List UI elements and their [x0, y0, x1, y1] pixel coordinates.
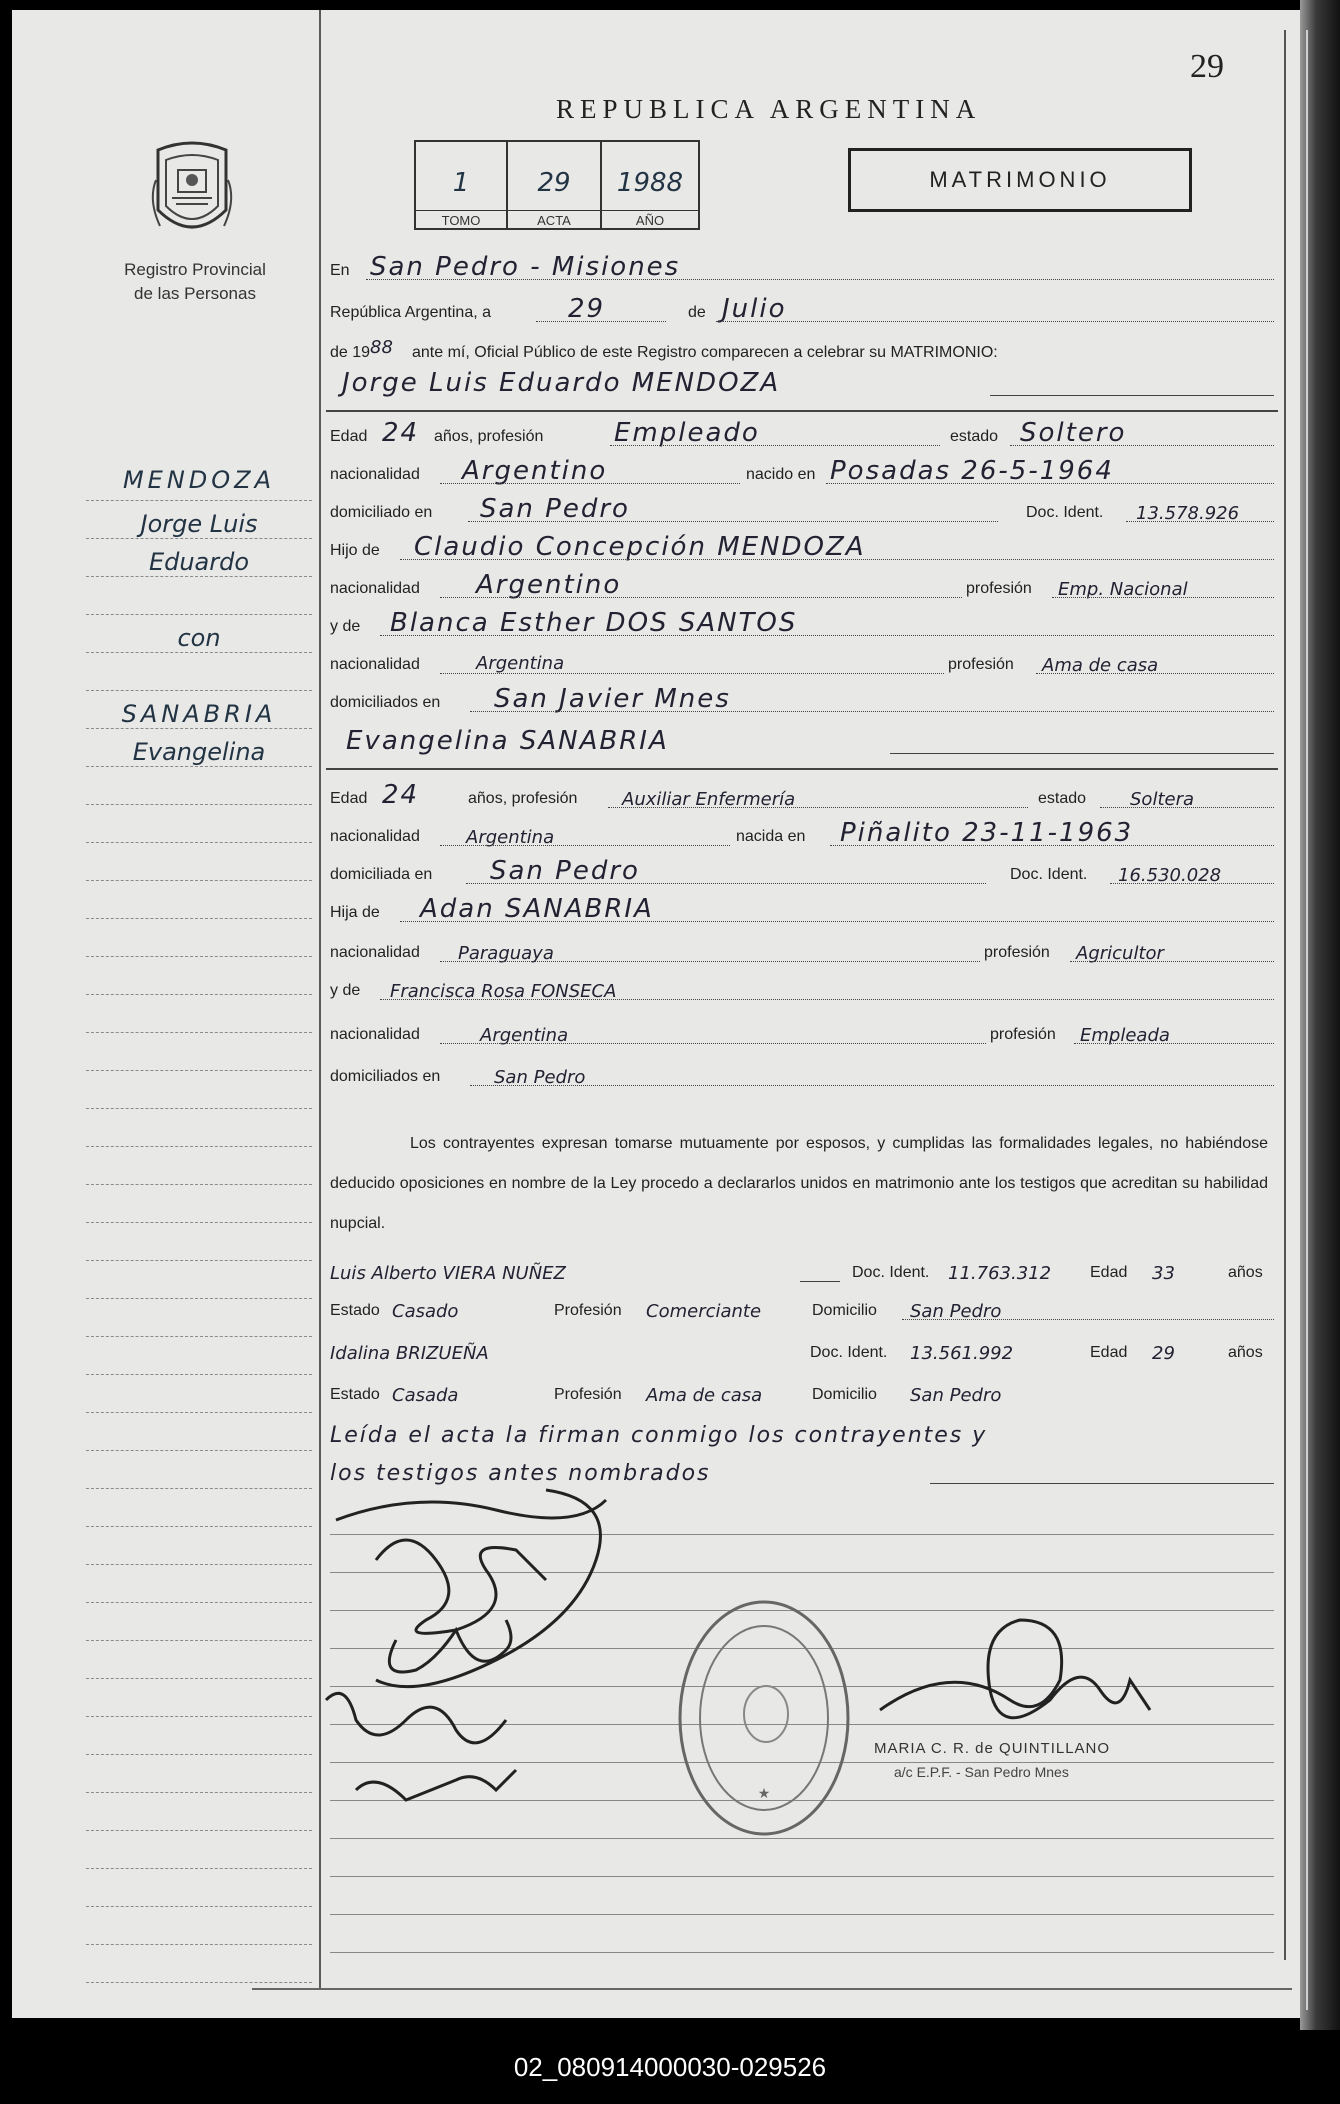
margin-rule-line [86, 576, 312, 577]
bride-mother-profession: Empleada [1080, 1025, 1170, 1046]
prof-label-2: profesión [948, 656, 1014, 673]
margin-rule-line [86, 1374, 312, 1375]
witness-1-details [330, 1288, 1274, 1324]
margin-rule-line [86, 918, 312, 919]
provincial-seal-icon [148, 140, 236, 248]
groom-parents-address: San Javier Mnes [494, 684, 731, 714]
groom-separator [326, 410, 1278, 412]
margin-rule-line [86, 842, 312, 843]
margin-rule-line [86, 1906, 312, 1907]
official-name: MARIA C. R. de QUINTILLANO [874, 1740, 1111, 1757]
groom-doc: 13.578.926 [1136, 503, 1240, 524]
bride-mother-nat-row [330, 1012, 1274, 1048]
signature-rule-line [330, 1838, 1274, 1839]
nac-label-3: nacionalidad [330, 656, 420, 673]
bride-address: San Pedro [490, 856, 640, 886]
bride-dom-row [330, 852, 1274, 888]
margin-rule-line [86, 1564, 312, 1565]
witness-1-age: 33 [1152, 1263, 1175, 1284]
bride-age-row [330, 776, 1274, 812]
margin-rule-line [86, 994, 312, 995]
groom-signature [316, 1480, 646, 1820]
groom-mother: Blanca Esther DOS SANTOS [390, 608, 798, 638]
bride-name-row [330, 722, 1274, 758]
groom-mother-nationality: Argentina [476, 653, 565, 674]
witness-2-anos-label: años [1228, 1344, 1263, 1361]
margin-rule-line [86, 1716, 312, 1717]
margin-rule-line [86, 1222, 312, 1223]
binding-shadow [1300, 0, 1340, 2030]
nac-label-2: nacionalidad [330, 580, 420, 597]
tomo-value: 1 [452, 168, 470, 198]
nac-label-6: nacionalidad [330, 1026, 420, 1043]
de-label: de [688, 304, 706, 321]
prof-label-4: profesión [990, 1026, 1056, 1043]
bride-mother: Francisca Rosa FONSECA [390, 981, 617, 1002]
margin-given-2: Eduardo [148, 548, 250, 576]
bride-father-row [330, 890, 1274, 926]
acta-cell [508, 142, 602, 230]
margin-rule-line [86, 538, 312, 539]
doc-label-2: Doc. Ident. [1010, 866, 1088, 883]
doms-label: domiciliados en [330, 694, 441, 711]
acta-label: ACTA [508, 210, 600, 228]
witness-2-domicilio-label: Domicilio [812, 1386, 877, 1403]
groom-mother-row [330, 604, 1274, 640]
compare-text: ante mí, Oficial Público de este Registro comparecen a celebrar su MATRIMONIO: [412, 344, 998, 361]
margin-rule-line [86, 766, 312, 767]
margin-rule-line [86, 1602, 312, 1603]
margin-rule-line [86, 1830, 312, 1831]
domiciliada-label: domiciliada en [330, 866, 433, 883]
margin-rule-line [86, 1412, 312, 1413]
margin-given-3: Evangelina [132, 738, 266, 766]
closing-row-1 [330, 1414, 1274, 1450]
month-value: Julio [722, 294, 787, 324]
witness-2-age-label: Edad [1090, 1344, 1128, 1361]
tomo-cell [416, 142, 508, 230]
witness-1-name: Luis Alberto VIERA NUÑEZ [330, 1263, 566, 1284]
bride-nationality: Argentina [466, 827, 555, 848]
signature-rule-line [330, 1914, 1274, 1915]
groom-name: Jorge Luis Eduardo MENDOZA [342, 368, 781, 398]
footer-id: 02_080914000030-029526 [513, 2052, 827, 2082]
groom-mother-profession: Ama de casa [1042, 655, 1159, 676]
witness-1-doc-label: Doc. Ident. [852, 1264, 930, 1281]
witness-2-profesion-label: Profesión [554, 1386, 622, 1403]
estado-label-2: estado [1038, 790, 1087, 807]
nacida-label: nacida en [736, 828, 806, 845]
margin-rule-line [86, 614, 312, 615]
groom-profession: Empleado [614, 418, 760, 448]
margin-rule-line [86, 1070, 312, 1071]
nacido-label: nacido en [746, 466, 816, 483]
anio-label: AÑO [602, 210, 698, 228]
prof-label: profesión [966, 580, 1032, 597]
margin-con: con [177, 624, 221, 652]
en-label: En [330, 262, 350, 279]
nac-label: nacionalidad [330, 466, 420, 483]
bride-father: Adan SANABRIA [420, 894, 654, 924]
bride-name: Evangelina SANABRIA [346, 726, 669, 756]
year-prefix: de 19 [330, 344, 371, 361]
margin-rule-line [86, 652, 312, 653]
bride-status: Soltera [1130, 789, 1195, 810]
nac-label-4: nacionalidad [330, 828, 420, 845]
bride-father-nat-row [330, 930, 1274, 966]
yde-label: y de [330, 618, 361, 635]
page-title: REPUBLICA ARGENTINA [556, 94, 982, 124]
margin-rule-line [86, 1298, 312, 1299]
margin-rule-line [86, 690, 312, 691]
closing-line-1: Leída el acta la firman conmigo los contrayentes y [330, 1423, 988, 1448]
anio-value: 1988 [616, 168, 684, 198]
witness-1-doc: 11.763.312 [948, 1263, 1052, 1284]
republica-label: República Argentina, a [330, 304, 491, 321]
year-suffix: 88 [370, 337, 393, 358]
witness-1-estado: Casado [392, 1301, 459, 1322]
bride-father-nationality: Paraguaya [458, 943, 554, 964]
margin-rule-line [86, 1792, 312, 1793]
groom-age: 24 [382, 418, 420, 448]
anio-cell [602, 142, 698, 230]
bride-father-profession: Agricultor [1076, 943, 1164, 964]
registry-line-1: Registro Provincial [124, 260, 266, 279]
witness-2-estado: Casada [392, 1385, 459, 1406]
witness-2-domicilio: San Pedro [910, 1385, 1002, 1406]
bride-separator [326, 768, 1278, 770]
closing-line-2: los testigos antes nombrados [330, 1461, 711, 1486]
margin-rule-line [86, 1982, 312, 1983]
witness-1-domicilio: San Pedro [910, 1301, 1002, 1322]
groom-birth: Posadas 26-5-1964 [830, 456, 1114, 486]
margin-rule-line [86, 1754, 312, 1755]
place-row [330, 248, 1274, 284]
witness-1-domicilio-label: Domicilio [812, 1302, 877, 1319]
bride-mother-nationality: Argentina [480, 1025, 569, 1046]
margin-rule-line [86, 1488, 312, 1489]
registry-name [100, 258, 290, 306]
bride-nat-row [330, 814, 1274, 850]
groom-mother-nat-row [330, 642, 1274, 678]
estado-label: estado [950, 428, 999, 445]
witness-2-doc: 13.561.992 [910, 1343, 1014, 1364]
witness-2-row [330, 1330, 1274, 1366]
groom-address: San Pedro [480, 494, 630, 524]
witness-2-doc-label: Doc. Ident. [810, 1344, 888, 1361]
dom-label: domiciliado en [330, 504, 433, 521]
witness-1-anos-label: años [1228, 1264, 1263, 1281]
bride-mother-row [330, 968, 1274, 1004]
doms-label-2: domiciliados en [330, 1068, 441, 1085]
groom-nationality: Argentino [462, 456, 608, 486]
groom-father: Claudio Concepción MENDOZA [414, 532, 866, 562]
groom-father-row [330, 528, 1274, 564]
margin-rule-line [86, 1868, 312, 1869]
place-value: San Pedro - Misiones [370, 252, 681, 282]
margin-rule-line [86, 1184, 312, 1185]
margin-rule-line [86, 1032, 312, 1033]
groom-dom-row [330, 490, 1274, 526]
date-row [330, 290, 1274, 326]
registry-box [414, 140, 700, 230]
margin-rule-line [86, 1260, 312, 1261]
groom-father-nat-row [330, 566, 1274, 602]
yde-label-2: y de [330, 982, 361, 999]
margin-given-1: Jorge Luis [140, 510, 258, 538]
tomo-label: TOMO [416, 210, 506, 228]
official-signature [870, 1600, 1170, 1750]
margin-rule-line [86, 1146, 312, 1147]
svg-text:★: ★ [757, 1785, 771, 1801]
margin-rule-line [86, 1336, 312, 1337]
signature-rule-line [330, 1952, 1274, 1953]
right-rule [1284, 30, 1286, 1960]
margin-rule-line [86, 1640, 312, 1641]
bride-age: 24 [382, 780, 420, 810]
witness-2-name: Idalina BRIZUEÑA [330, 1343, 489, 1364]
bride-birth: Piñalito 23-11-1963 [840, 818, 1134, 848]
act-type-box: MATRIMONIO [848, 148, 1192, 212]
groom-name-row [330, 364, 1274, 400]
edad-label: Edad [330, 428, 368, 445]
page-number: 29 [1190, 48, 1224, 85]
margin-rule-line [86, 728, 312, 729]
margin-rule-line [86, 500, 312, 501]
witness-2-details [330, 1372, 1274, 1408]
witness-1-profesion: Comerciante [646, 1301, 762, 1322]
margin-rule-line [86, 956, 312, 957]
witness-1-row [330, 1250, 1274, 1286]
bride-parents-dom-row [330, 1054, 1274, 1090]
witness-2-profesion: Ama de casa [646, 1385, 763, 1406]
hija-label: Hija de [330, 904, 380, 921]
registry-line-2: de las Personas [134, 284, 256, 303]
groom-nat-row [330, 452, 1274, 488]
witness-1-profesion-label: Profesión [554, 1302, 622, 1319]
margin-rule-line [86, 1944, 312, 1945]
bride-profession: Auxiliar Enfermería [622, 789, 796, 810]
edad-label-2: Edad [330, 790, 368, 807]
groom-age-row [330, 414, 1274, 450]
groom-status: Soltero [1020, 418, 1127, 448]
declaration-text: Los contrayentes expresan tomarse mutuamente por esposos, y cumplidas las formalidades legales, no habiéndose deducido oposiciones en nombre de la Ley procedo a declararlos unidos en matrimonio ante los testigos que acreditan su habilidad nupcial. [330, 1135, 1268, 1232]
margin-rule-line [86, 1526, 312, 1527]
official-title: a/c E.P.F. - San Pedro Mnes [894, 1764, 1069, 1780]
doc-label: Doc. Ident. [1026, 504, 1104, 521]
nac-label-5: nacionalidad [330, 944, 420, 961]
groom-father-nationality: Argentino [476, 570, 622, 600]
signature-rule-line [330, 1876, 1274, 1877]
margin-rule-line [86, 1678, 312, 1679]
witness-2-estado-label: Estado [330, 1386, 380, 1403]
bride-doc: 16.530.028 [1118, 865, 1222, 886]
groom-parents-dom-row [330, 680, 1274, 716]
margin-rule-line [86, 804, 312, 805]
anos-profesion-label-2: años, profesión [468, 790, 578, 807]
witness-1-age-label: Edad [1090, 1264, 1128, 1281]
margin-rule-line [86, 1108, 312, 1109]
day-value: 29 [568, 294, 606, 324]
bottom-line [252, 1988, 1292, 1990]
acta-value: 29 [537, 168, 571, 198]
year-row [330, 330, 1274, 366]
prof-label-3: profesión [984, 944, 1050, 961]
groom-father-profession: Emp. Nacional [1058, 579, 1188, 600]
margin-rule-line [86, 1450, 312, 1451]
margin-rule-line [86, 880, 312, 881]
margin-surname-2: SANABRIA [121, 700, 277, 728]
hijo-label: Hijo de [330, 542, 380, 559]
witness-2-age: 29 [1152, 1343, 1175, 1364]
registry-stamp [676, 1598, 852, 1838]
witness-1-estado-label: Estado [330, 1302, 380, 1319]
anos-profesion-label: años, profesión [434, 428, 544, 445]
bride-parents-address: San Pedro [494, 1067, 586, 1088]
margin-surname-1: MENDOZA [122, 466, 276, 494]
